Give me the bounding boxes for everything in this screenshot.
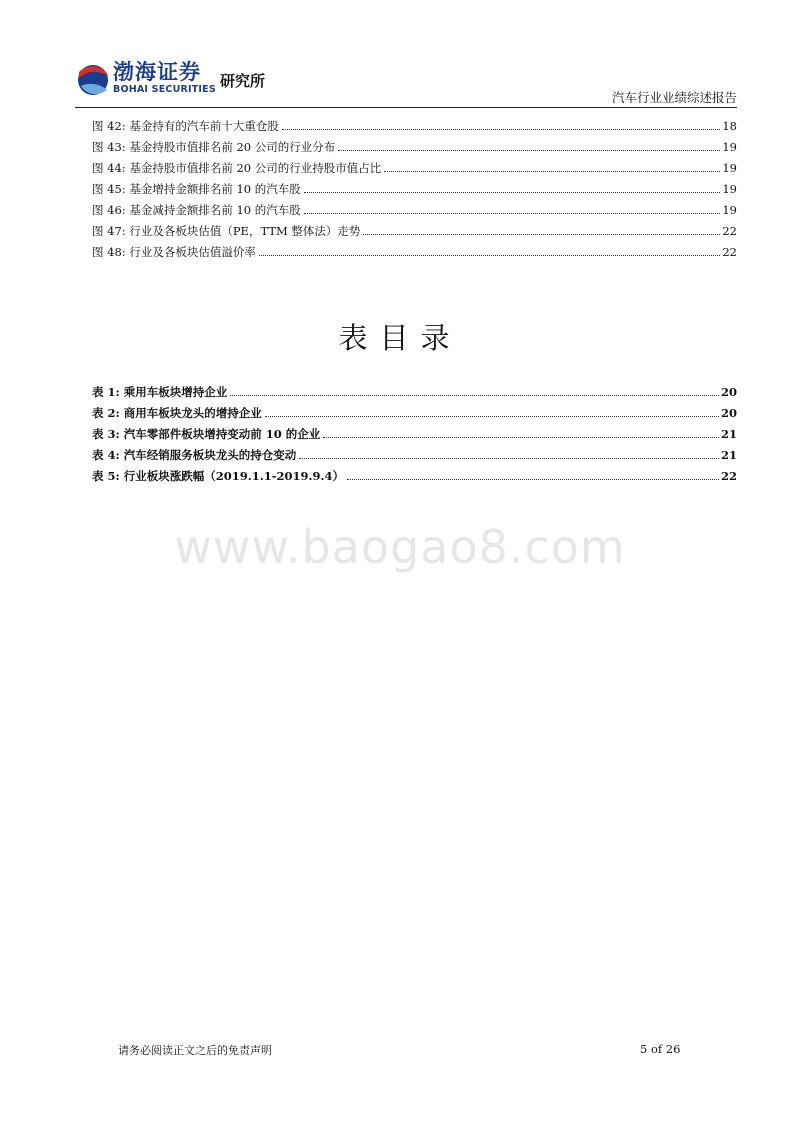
toc-leader-dots [259, 255, 721, 256]
header-divider [75, 107, 737, 108]
figure-list [92, 112, 737, 259]
toc-leader-dots [304, 192, 721, 193]
toc-row-table-3[interactable] [92, 420, 737, 441]
watermark: www.baogao8.com [174, 520, 626, 574]
toc-page-number: 22 [720, 469, 737, 483]
footer-page-number: 5 of 26 [640, 1042, 681, 1056]
toc-label: 图 46: 基金减持金额排名前 10 的汽车股 [92, 203, 301, 217]
footer-disclaimer: 请务必阅读正文之后的免责声明 [118, 1044, 272, 1057]
toc-row-table-2[interactable] [92, 399, 737, 420]
toc-leader-dots [347, 479, 719, 480]
toc-row-figure-48[interactable] [92, 238, 737, 259]
toc-leader-dots [282, 129, 721, 130]
toc-page-number: 20 [720, 406, 737, 420]
toc-row-figure-42[interactable] [92, 112, 737, 133]
toc-page-number: 22 [722, 245, 737, 259]
toc-leader-dots [230, 395, 719, 396]
toc-label: 表 2: 商用车板块龙头的增持企业 [92, 406, 262, 420]
toc-row-table-5[interactable] [92, 462, 737, 483]
logo-english-name: BOHAI SECURITIES [113, 84, 216, 95]
toc-label: 图 44: 基金持股市值排名前 20 公司的行业持股市值占比 [92, 161, 382, 175]
toc-label: 图 45: 基金增持金额排名前 10 的汽车股 [92, 182, 301, 196]
bohai-logo-icon [75, 58, 113, 102]
toc-label: 表 3: 汽车零部件板块增持变动前 10 的企业 [92, 427, 321, 441]
toc-page-number: 19 [722, 182, 737, 196]
toc-label: 图 47: 行业及各板块估值（PE，TTM 整体法）走势 [92, 224, 361, 238]
toc-leader-dots [304, 213, 721, 214]
toc-page-number: 18 [722, 119, 737, 133]
report-title: 汽车行业业绩综述报告 [611, 90, 737, 105]
page-header [75, 58, 737, 104]
toc-page-number: 19 [722, 203, 737, 217]
tables-section-title: 表目录 [338, 321, 462, 355]
toc-row-table-4[interactable] [92, 441, 737, 462]
toc-label: 表 5: 行业板块涨跌幅（2019.1.1-2019.9.4） [92, 469, 345, 483]
toc-label: 表 1: 乘用车板块增持企业 [92, 385, 228, 399]
toc-leader-dots [323, 437, 719, 438]
bohai-logo [75, 58, 225, 102]
toc-label: 图 48: 行业及各板块估值溢价率 [92, 245, 256, 259]
toc-leader-dots [265, 416, 719, 417]
toc-label: 图 43: 基金持股市值排名前 20 公司的行业分布 [92, 140, 336, 154]
toc-page-number: 22 [722, 224, 737, 238]
institute-name: 研究所 [220, 72, 266, 90]
toc-leader-dots [363, 234, 720, 235]
toc-row-figure-46[interactable] [92, 196, 737, 217]
toc-row-figure-44[interactable] [92, 154, 737, 175]
toc-row-figure-45[interactable] [92, 175, 737, 196]
toc-page-number: 19 [722, 140, 737, 154]
toc-page-number: 21 [720, 448, 737, 462]
toc-page-number: 19 [722, 161, 737, 175]
toc-row-figure-43[interactable] [92, 133, 737, 154]
toc-label: 表 4: 汽车经销服务板块龙头的持仓变动 [92, 448, 297, 462]
toc-leader-dots [338, 150, 720, 151]
toc-page-number: 20 [720, 385, 737, 399]
toc-row-figure-47[interactable] [92, 217, 737, 238]
table-list [92, 378, 737, 483]
logo-chinese-name: 渤海证券 [113, 60, 201, 84]
toc-label: 图 42: 基金持有的汽车前十大重仓股 [92, 119, 279, 133]
toc-leader-dots [299, 458, 719, 459]
toc-page-number: 21 [720, 427, 737, 441]
toc-leader-dots [384, 171, 720, 172]
toc-row-table-1[interactable] [92, 378, 737, 399]
